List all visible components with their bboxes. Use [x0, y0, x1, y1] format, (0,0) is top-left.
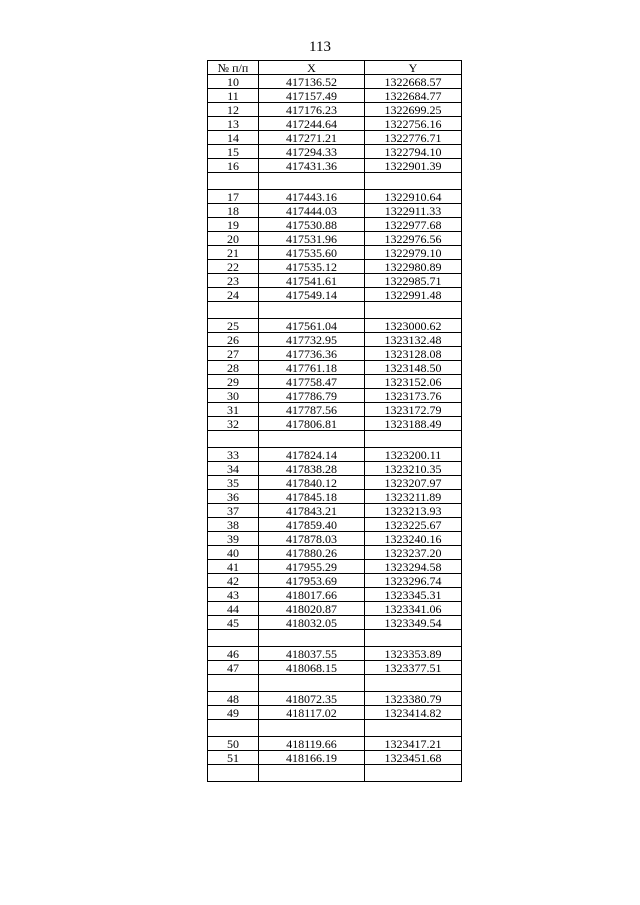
x-coordinate-cell: 417838.28: [259, 462, 365, 476]
y-coordinate-cell: 1323294.58: [365, 560, 462, 574]
table-row: [208, 347, 462, 361]
point-number-cell: 50: [208, 737, 259, 751]
x-coordinate-cell: 417786.79: [259, 389, 365, 403]
y-coordinate-cell: 1323000.62: [365, 319, 462, 333]
point-number-cell: [208, 302, 259, 319]
x-coordinate-cell: 417878.03: [259, 532, 365, 546]
point-number-cell: [208, 675, 259, 692]
point-number-cell: 14: [208, 131, 259, 145]
point-number-cell: 47: [208, 661, 259, 675]
point-number-cell: 32: [208, 417, 259, 431]
point-number-cell: 27: [208, 347, 259, 361]
x-coordinate-cell: 417444.03: [259, 204, 365, 218]
y-coordinate-cell: 1323211.89: [365, 490, 462, 504]
y-coordinate-cell: 1323128.08: [365, 347, 462, 361]
point-number-cell: [208, 765, 259, 782]
y-coordinate-cell: 1322794.10: [365, 145, 462, 159]
x-coordinate-cell: 417530.88: [259, 218, 365, 232]
point-number-cell: [208, 173, 259, 190]
table-row: [208, 375, 462, 389]
x-coordinate-cell: 417758.47: [259, 375, 365, 389]
table-row: [208, 692, 462, 706]
point-number-cell: 35: [208, 476, 259, 490]
y-coordinate-cell: 1323172.79: [365, 403, 462, 417]
point-number-cell: [208, 431, 259, 448]
x-coordinate-cell: 417244.64: [259, 117, 365, 131]
point-number-cell: 13: [208, 117, 259, 131]
x-coordinate-cell: [259, 720, 365, 737]
x-coordinate-cell: [259, 431, 365, 448]
y-coordinate-cell: 1322684.77: [365, 89, 462, 103]
table-row: [208, 319, 462, 333]
table-row: [208, 89, 462, 103]
x-coordinate-cell: 417549.14: [259, 288, 365, 302]
x-coordinate-cell: 418020.87: [259, 602, 365, 616]
y-coordinate-cell: 1323200.11: [365, 448, 462, 462]
point-number-cell: 45: [208, 616, 259, 630]
point-number-cell: 25: [208, 319, 259, 333]
x-coordinate-cell: 417880.26: [259, 546, 365, 560]
x-coordinate-cell: 418017.66: [259, 588, 365, 602]
point-number-cell: 30: [208, 389, 259, 403]
table-row: [208, 361, 462, 375]
y-coordinate-cell: 1323345.31: [365, 588, 462, 602]
point-number-cell: 36: [208, 490, 259, 504]
table-row: [208, 737, 462, 751]
point-number-cell: 38: [208, 518, 259, 532]
x-coordinate-cell: 417736.36: [259, 347, 365, 361]
x-coordinate-cell: 417136.52: [259, 75, 365, 89]
y-coordinate-cell: 1323296.74: [365, 574, 462, 588]
y-coordinate-cell: [365, 630, 462, 647]
x-coordinate-cell: 417732.95: [259, 333, 365, 347]
point-number-cell: 44: [208, 602, 259, 616]
point-number-cell: 22: [208, 260, 259, 274]
x-coordinate-cell: 418117.02: [259, 706, 365, 720]
x-coordinate-cell: 417806.81: [259, 417, 365, 431]
y-coordinate-cell: 1323173.76: [365, 389, 462, 403]
table-row: [208, 389, 462, 403]
y-coordinate-cell: 1323414.82: [365, 706, 462, 720]
x-coordinate-cell: 417840.12: [259, 476, 365, 490]
table-row: [208, 333, 462, 347]
x-coordinate-cell: [259, 630, 365, 647]
table-row: [208, 518, 462, 532]
table-row: [208, 417, 462, 431]
table-row: [208, 546, 462, 560]
table-row: [208, 260, 462, 274]
point-number-cell: 40: [208, 546, 259, 560]
y-coordinate-cell: 1323377.51: [365, 661, 462, 675]
y-coordinate-cell: 1322979.10: [365, 246, 462, 260]
table-row: [208, 490, 462, 504]
y-coordinate-cell: 1322976.56: [365, 232, 462, 246]
x-coordinate-cell: 418068.15: [259, 661, 365, 675]
y-coordinate-cell: 1322776.71: [365, 131, 462, 145]
point-number-cell: 10: [208, 75, 259, 89]
point-number-cell: 43: [208, 588, 259, 602]
y-coordinate-cell: 1323210.35: [365, 462, 462, 476]
point-number-cell: 31: [208, 403, 259, 417]
table-row: [208, 448, 462, 462]
point-number-cell: 17: [208, 190, 259, 204]
point-number-cell: 51: [208, 751, 259, 765]
table-row: [208, 602, 462, 616]
separator-row: [208, 173, 462, 190]
point-number-cell: 16: [208, 159, 259, 173]
y-coordinate-cell: 1323132.48: [365, 333, 462, 347]
point-number-cell: 37: [208, 504, 259, 518]
y-coordinate-cell: 1323240.16: [365, 532, 462, 546]
point-number-cell: 49: [208, 706, 259, 720]
x-coordinate-cell: 417843.21: [259, 504, 365, 518]
table-row: [208, 476, 462, 490]
y-coordinate-cell: 1323353.89: [365, 647, 462, 661]
point-number-cell: 28: [208, 361, 259, 375]
table-row: [208, 131, 462, 145]
x-coordinate-cell: 417535.60: [259, 246, 365, 260]
x-coordinate-cell: 417535.12: [259, 260, 365, 274]
y-coordinate-cell: [365, 173, 462, 190]
point-number-cell: 18: [208, 204, 259, 218]
y-coordinate-cell: [365, 431, 462, 448]
column-header-y: Y: [365, 61, 462, 75]
point-number-cell: 29: [208, 375, 259, 389]
point-number-cell: 19: [208, 218, 259, 232]
x-coordinate-cell: 417431.36: [259, 159, 365, 173]
table-row: [208, 647, 462, 661]
x-coordinate-cell: 417561.04: [259, 319, 365, 333]
x-coordinate-cell: 418037.55: [259, 647, 365, 661]
x-coordinate-cell: 417787.56: [259, 403, 365, 417]
y-coordinate-cell: 1323451.68: [365, 751, 462, 765]
y-coordinate-cell: 1322756.16: [365, 117, 462, 131]
x-coordinate-cell: [259, 675, 365, 692]
table-row: [208, 574, 462, 588]
y-coordinate-cell: 1323417.21: [365, 737, 462, 751]
x-coordinate-cell: 417955.29: [259, 560, 365, 574]
separator-row: [208, 765, 462, 782]
table-row: [208, 204, 462, 218]
x-coordinate-cell: 418119.66: [259, 737, 365, 751]
point-number-cell: 26: [208, 333, 259, 347]
y-coordinate-cell: [365, 720, 462, 737]
table-row: [208, 560, 462, 574]
table-row: [208, 145, 462, 159]
table-row: [208, 616, 462, 630]
point-number-cell: 48: [208, 692, 259, 706]
y-coordinate-cell: 1322991.48: [365, 288, 462, 302]
y-coordinate-cell: 1323380.79: [365, 692, 462, 706]
table-row: [208, 588, 462, 602]
y-coordinate-cell: [365, 675, 462, 692]
x-coordinate-cell: 417859.40: [259, 518, 365, 532]
point-number-cell: [208, 630, 259, 647]
point-number-cell: 11: [208, 89, 259, 103]
y-coordinate-cell: 1322985.71: [365, 274, 462, 288]
separator-row: [208, 302, 462, 319]
point-number-cell: 21: [208, 246, 259, 260]
x-coordinate-cell: 417845.18: [259, 490, 365, 504]
y-coordinate-cell: 1323213.93: [365, 504, 462, 518]
y-coordinate-cell: 1323225.67: [365, 518, 462, 532]
y-coordinate-cell: 1322668.57: [365, 75, 462, 89]
table-row: [208, 159, 462, 173]
y-coordinate-cell: 1322980.89: [365, 260, 462, 274]
x-coordinate-cell: 417531.96: [259, 232, 365, 246]
x-coordinate-cell: 417824.14: [259, 448, 365, 462]
table-row: [208, 462, 462, 476]
y-coordinate-cell: [365, 765, 462, 782]
y-coordinate-cell: 1323341.06: [365, 602, 462, 616]
y-coordinate-cell: 1322977.68: [365, 218, 462, 232]
table-row: [208, 232, 462, 246]
y-coordinate-cell: 1323188.49: [365, 417, 462, 431]
table-row: [208, 117, 462, 131]
y-coordinate-cell: 1322699.25: [365, 103, 462, 117]
x-coordinate-cell: 417443.16: [259, 190, 365, 204]
table-row: [208, 751, 462, 765]
separator-row: [208, 431, 462, 448]
table-row: [208, 218, 462, 232]
y-coordinate-cell: 1323152.06: [365, 375, 462, 389]
table-row: [208, 246, 462, 260]
table-row: [208, 532, 462, 546]
table-row: [208, 274, 462, 288]
x-coordinate-cell: [259, 765, 365, 782]
x-coordinate-cell: 417176.23: [259, 103, 365, 117]
x-coordinate-cell: 417157.49: [259, 89, 365, 103]
y-coordinate-cell: 1322901.39: [365, 159, 462, 173]
x-coordinate-cell: 418166.19: [259, 751, 365, 765]
x-coordinate-cell: 417953.69: [259, 574, 365, 588]
table-header-row: [208, 61, 462, 75]
separator-row: [208, 675, 462, 692]
x-coordinate-cell: 418032.05: [259, 616, 365, 630]
table-row: [208, 403, 462, 417]
point-number-cell: 20: [208, 232, 259, 246]
point-number-cell: 12: [208, 103, 259, 117]
x-coordinate-cell: 417541.61: [259, 274, 365, 288]
x-coordinate-cell: 418072.35: [259, 692, 365, 706]
y-coordinate-cell: 1323148.50: [365, 361, 462, 375]
table-row: [208, 75, 462, 89]
table-row: [208, 103, 462, 117]
point-number-cell: 24: [208, 288, 259, 302]
separator-row: [208, 630, 462, 647]
y-coordinate-cell: 1322911.33: [365, 204, 462, 218]
point-number-cell: 41: [208, 560, 259, 574]
y-coordinate-cell: 1323207.97: [365, 476, 462, 490]
point-number-cell: 34: [208, 462, 259, 476]
separator-row: [208, 720, 462, 737]
coordinates-table: [207, 60, 462, 782]
point-number-cell: 46: [208, 647, 259, 661]
x-coordinate-cell: [259, 302, 365, 319]
x-coordinate-cell: 417294.33: [259, 145, 365, 159]
column-header-x: X: [259, 61, 365, 75]
y-coordinate-cell: 1323237.20: [365, 546, 462, 560]
table-row: [208, 288, 462, 302]
y-coordinate-cell: 1322910.64: [365, 190, 462, 204]
x-coordinate-cell: 417761.18: [259, 361, 365, 375]
table-body: [208, 75, 462, 782]
table-row: [208, 504, 462, 518]
table-row: [208, 706, 462, 720]
point-number-cell: [208, 720, 259, 737]
x-coordinate-cell: [259, 173, 365, 190]
table-row: [208, 661, 462, 675]
point-number-cell: 39: [208, 532, 259, 546]
table-row: [208, 190, 462, 204]
point-number-cell: 23: [208, 274, 259, 288]
point-number-cell: 42: [208, 574, 259, 588]
point-number-cell: 15: [208, 145, 259, 159]
column-header-number: № п/п: [208, 61, 259, 75]
y-coordinate-cell: 1323349.54: [365, 616, 462, 630]
y-coordinate-cell: [365, 302, 462, 319]
point-number-cell: 33: [208, 448, 259, 462]
page-number: 113: [309, 39, 331, 55]
x-coordinate-cell: 417271.21: [259, 131, 365, 145]
